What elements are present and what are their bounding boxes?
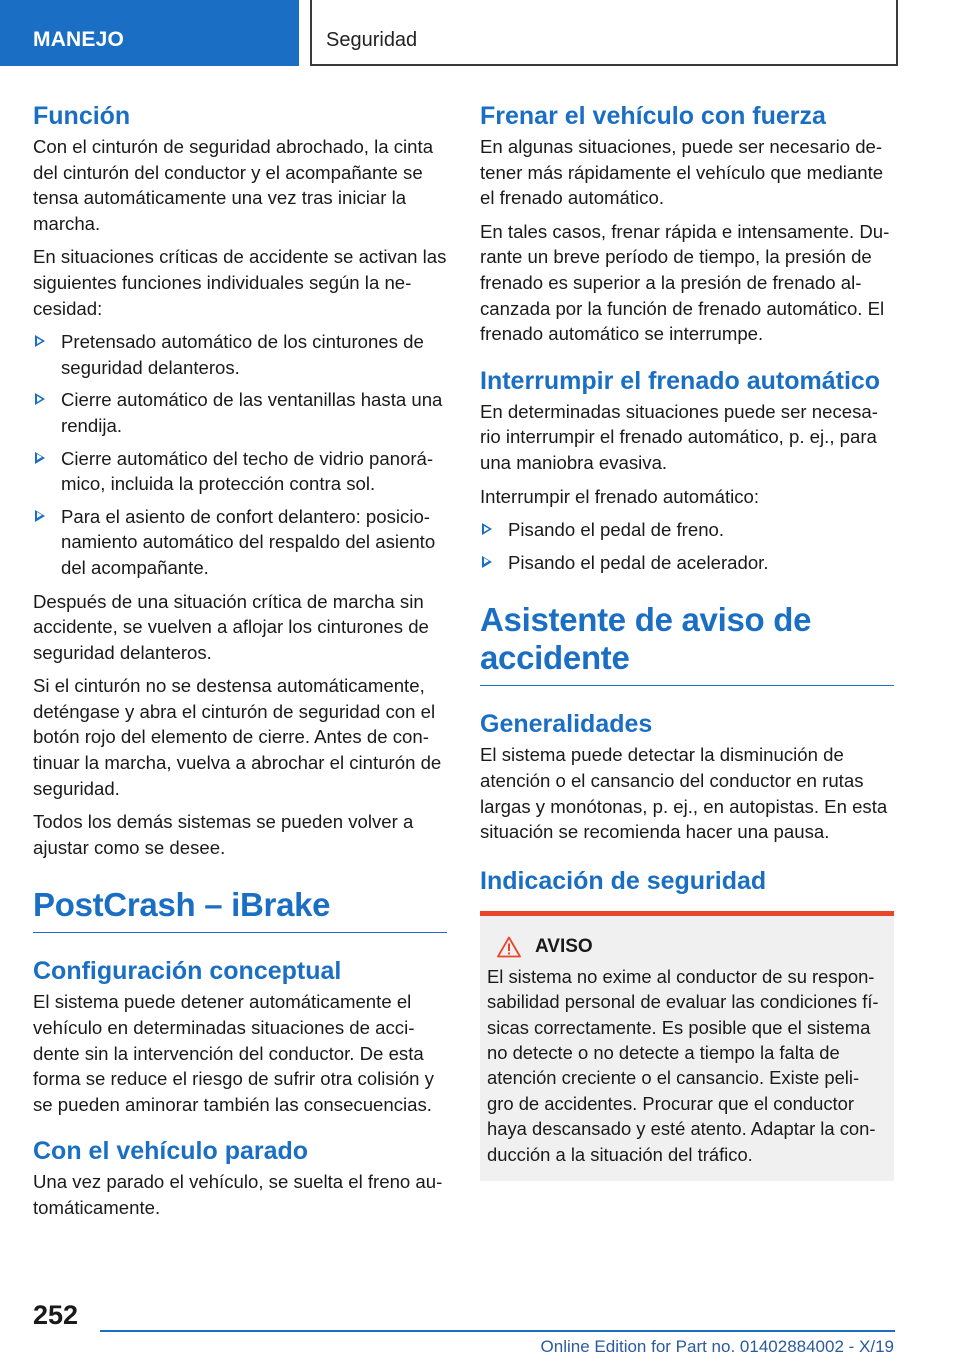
asistente-heading: Asistente de aviso de accidente [480, 601, 812, 677]
parado-heading: Con el vehículo parado [33, 1137, 309, 1166]
list-item: Pisando el pedal de freno. [480, 517, 894, 543]
interrumpir-paragraph-2: Interrumpir el frenado automático: [480, 485, 760, 507]
warning-text: El sistema no exime al conductor de su respon-sabilidad personal de evaluar las condiciones fí-sicas correctamente. Es posible que el sistema no detecte o no detecte a tiempo la falta de atención creciente o el cansancio. Existe peli-gro de accidentes. Procurar que el conductor haya descansado y esté atento. Adaptar la con-ducción a la situación del tráfico. [487, 965, 879, 1165]
chapter-label: MANEJO [33, 28, 125, 51]
frenar-heading: Frenar el vehículo con fuerza [480, 102, 826, 130]
warning-box [480, 911, 894, 1181]
parado-paragraph: Una vez parado el vehículo, se suelta el freno au-tomáticamente. [33, 1171, 443, 1218]
funcion-heading: Función [33, 102, 131, 130]
triangle-bullet-icon [482, 556, 492, 568]
postcrash-heading: PostCrash – iBrake [33, 886, 331, 924]
list-item: Para el asiento de confort delantero: posicio-namiento automático del respaldo del asiento del acompañante. [33, 504, 447, 581]
section-header [310, 0, 898, 66]
generalidades-heading: Generalidades [480, 710, 653, 739]
list-item: Pisando el pedal de acelerador. [480, 550, 894, 576]
chapter-tab [0, 0, 299, 66]
right-column [480, 100, 894, 1181]
frenar-paragraph-2: En tales casos, frenar rápida e intensamente. Du-rante un breve período de tiempo, la presión de frenado es superior a la presión de frenado al-canzada por la función de frenado automático. El frenado automático se interrumpe. [480, 220, 890, 345]
funcion-list [33, 329, 447, 580]
triangle-bullet-icon [35, 393, 45, 405]
triangle-bullet-icon [482, 523, 492, 535]
interrumpir-paragraph-1: En determinadas situaciones puede ser necesa-rio interrumpir el frenado automático, p. ej., para una maniobra evasiva. [480, 400, 878, 473]
list-item: Pretensado automático de los cinturones de seguridad delanteros. [33, 329, 447, 380]
postcrash-heading-wrap [33, 886, 447, 933]
triangle-bullet-icon [35, 510, 45, 522]
triangle-bullet-icon [35, 335, 45, 347]
triangle-bullet-icon [35, 452, 45, 464]
warning-triangle-icon [497, 936, 521, 958]
warning-header [487, 936, 884, 958]
left-column [33, 100, 447, 1229]
section-label: Seguridad [326, 29, 418, 51]
generalidades-paragraph: El sistema puede detectar la disminución de atención o el cansancio del conductor en rutas largas y monótonas, p. ej., en autopistas. En esta situación se recomienda hacer una pausa. [480, 744, 888, 843]
funcion-paragraph-4: Si el cinturón no se destensa automáticamente, deténgase y abra el cinturón de seguridad con el botón rojo del elemento de cierre. Antes de con-tinuar la marcha, vuelva a abrochar el cinturón de seguridad. [33, 675, 442, 799]
page-number: 252 [33, 1300, 79, 1330]
list-item: Cierre automático de las ventanillas hasta una rendija. [33, 387, 447, 438]
interrumpir-heading: Interrumpir el frenado automático [480, 366, 881, 395]
funcion-paragraph-1: Con el cinturón de seguridad abrochado, la cinta del cinturón del conductor y el acompañante se tensa automáticamente una vez tras iniciar la marcha. [33, 136, 434, 234]
list-item: Cierre automático del techo de vidrio panorá-mico, incluida la protección contra sol. [33, 446, 447, 497]
funcion-paragraph-5: Todos los demás sistemas se pueden volver a ajustar como se desee. [33, 811, 414, 858]
asistente-heading-wrap [480, 601, 894, 686]
funcion-paragraph-2: En situaciones críticas de accidente se activan las siguientes funciones individuales según la ne-cesidad: [33, 246, 447, 319]
interrumpir-list [480, 517, 894, 575]
warning-label: AVISO [535, 935, 593, 957]
frenar-paragraph-1: En algunas situaciones, puede ser necesario de-tener más rápidamente el vehículo que mediante el frenado automático. [480, 136, 884, 209]
indicacion-heading: Indicación de seguridad [480, 866, 767, 895]
footer-edition: Online Edition for Part no. 01402884002 - X/19 [540, 1337, 894, 1356]
config-paragraph: El sistema puede detener automáticamente el vehículo en determinadas situaciones de acci-dente sin la intervención del conductor. De esta forma se reduce el riesgo de sufrir otra colisión y se pueden aminorar también las consecuencias. [33, 991, 434, 1115]
config-heading: Configuración conceptual [33, 957, 342, 986]
funcion-paragraph-3: Después de una situación crítica de marcha sin accidente, se vuelven a aflojar los cinturones de seguridad delanteros. [33, 590, 429, 663]
footer-divider [100, 1330, 895, 1332]
